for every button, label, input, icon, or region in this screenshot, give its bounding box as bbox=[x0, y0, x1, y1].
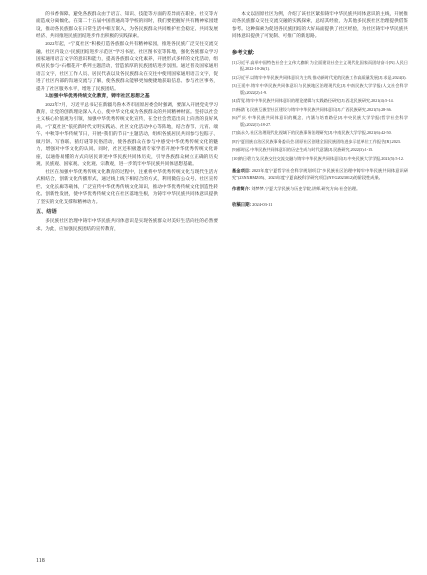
received-label: 收稿日期: bbox=[232, 201, 252, 207]
reference-item: [2]习近平.以铸牢中华民族共同体意识为主线 推动新时代党的民族工作高质量发展[J].求是,2024(3). bbox=[232, 74, 407, 80]
reference-item: [1]习近平.高举中国特色社会主义伟大旗帜 为全面建设社会主义现代化国家而团结奋斗[N].人民日报,2022-10-26(1). bbox=[232, 59, 408, 72]
reference-item: [3]王延中.铸牢中华民族共同体意识与民族地区治理现代化[J].中南民族大学学报(人文社会科学版),2022(2):1-9. bbox=[232, 83, 408, 95]
body-paragraph: 的书香保障。避免各族群众由于语言、知识、技能等方面的差异而在职业、社交等方面造成分离倾化。在第二十五届中国普通高等学校的同时，我们要把握好共有精神家园建设，推动各民族群众在日常生活中相互嵌入，为各民族群众共同维护社会稳定、共同发展经济、共同推进民族团结进步作出积极的实践探索。 bbox=[36, 11, 218, 39]
reference-item: [5]杨鹍飞.民族互嵌型社区建设与铸牢中华民族共同体意识[J].广西民族研究,2021(5):28-36. bbox=[232, 106, 392, 112]
received-date-line bbox=[232, 201, 408, 208]
page-number: 118 bbox=[36, 558, 45, 564]
reference-list bbox=[232, 60, 408, 163]
reference-item: [8]宁夏回族自治区民族事务委员会.固原社区创建全国民族团结进步示范单位工作报告[R].2023. bbox=[232, 138, 401, 144]
body-paragraph: 多民族社区治理中铸牢中华民族共同体意识是实现各族群众对美好生活向往的必然要求。为此，应加强民族团结的宣传教育， bbox=[36, 218, 218, 231]
left-column bbox=[36, 10, 218, 538]
author-text: 刘梦梦,宁夏大学民族与历史学院,讲师,研究方向:社会治理。 bbox=[251, 185, 361, 191]
section-heading: 五、结语 bbox=[36, 209, 57, 216]
body-paragraph: 2022年7月，习近平总书记在新疆乌鲁木齐市固原居委会时强调，要深入开展党史学习教育，让党的创新理论深入人心，使中华文化成为各族群众的共同精神财富。坚持以社会主义核心价值观为引领，加强中华优秀传统文化宣传，在全社会营造出向上向善的良好风尚。“宁夏社区”依托新时代文明实践站、社区文化活动中心等阵地，结合春节、元宵、端午、中秋等中华传统节日，开展“我们的节日”主题活动，组织各族居民共同参与包粽子、做月饼、写春联、猜灯谜等民俗活动，使各族群众在参与中感受中华优秀传统文化的魅力，增强对中华文化的认同。同时，社区还积极邀请专家学者开展中华优秀传统文化讲座，以通俗易懂的方式向居民讲述中华民族共同体历史，引导各族群众树立正确的历史观、民族观、国家观、文化观、宗教观，进一步筑牢中华民族共同体思想基础。 bbox=[36, 101, 218, 167]
author-label: 作者简介: bbox=[232, 185, 251, 191]
funding-label: 基金项目: bbox=[232, 168, 251, 174]
references-heading: 参考文献: bbox=[232, 49, 255, 56]
received-date: 2024-03-11 bbox=[252, 201, 273, 207]
reference-item: [7]高永久.社区治理现代化视域下的民族事务治理研究[J].中南民族大学学报,2021(6):42-50. bbox=[232, 130, 392, 136]
reference-item: [4]青觉.铸牢中华民族共同体意识的理论逻辑与实践路径研究[J].西北民族研究,2021(4):5-14. bbox=[232, 98, 394, 104]
author-note bbox=[232, 186, 408, 193]
reference-item: [6]严庆.中华民族共同体意识的概念、内涵与培育路径[J].中央民族大学学报(哲学社会科学版),2022(1):18-27. bbox=[232, 115, 408, 127]
funding-text: 2023年度宁夏哲学社会科学规划项目"多民族社区治理中铸牢中华民族共同体意识研究"(23NXBMZ05)、2023年度宁夏高校科学研究项目(NYG2023012)的阶段性成果。 bbox=[232, 168, 408, 181]
right-column bbox=[232, 10, 408, 405]
body-paragraph: 社区在加强中华优秀传统文化教育的过程中，注重将中华优秀传统文化与现代生活方式相结合，创新文化传播形式，通过线上线下相结合的方式，利用微信公众号、社区宣传栏、文化长廊等载体，广泛宣传中华优秀传统文化知识，推动中华优秀传统文化创造性转化、创新性发展，使中华优秀传统文化在社区落地生根，为铸牢中华民族共同体意识提供了坚实的文化支撑和精神动力。 bbox=[36, 168, 218, 204]
reference-item: [9]郝时远.中华民族共同体意识的历史生成与时代意涵[J].民族研究,2022(3):1-15. bbox=[232, 147, 374, 153]
subsection-heading: 3.加强中华优秀传统文化教育，铸牢社区思想之基 bbox=[45, 93, 150, 99]
body-paragraph: 2022年起，“宁夏社区”积极打造各族群众共有精神家园，推进各民族广泛交往交流交融。社区内设立“民族团结进步示范区”学习书屋、社区图书室等阵地，强化各族群众学习国家通用语言文字的意识和能力，提高各族群众文化素养，开展形式多样的文化活动，组织居民参与“石榴花开”系列主题活动，营造浓厚的民族团结进步氛围。通过普及国家通用语言文字，社区工作人员、居民代表以及各民族群众在交往中使用国家通用语言文字，促进了社区内部的沟通交流与了解，使各族群众能够更加便捷地获取信息、参与社区事务，提升了社区服务水平，增进了民族团结。 bbox=[36, 41, 218, 91]
reference-item: [10]纳日碧力戈.民族交往交流交融与铸牢中华民族共同体意识[J].中央民族大学学报,2021(5):5-12. bbox=[232, 155, 404, 161]
body-paragraph: 本文以固原社区为例，介绍了该社区紧扣铸牢中华民族共同体意识的主线，开展推动各民族群众交往交流交融的实践探索，总结其经验，为其他多民族社区治理提供借鉴参考。这种探索为促进各民族团结的大好局面提供了社区经验，为社区铸牢中华民族共同体意识提供了可复制、可推广的新思路。 bbox=[232, 11, 408, 39]
funding-note bbox=[232, 168, 408, 182]
